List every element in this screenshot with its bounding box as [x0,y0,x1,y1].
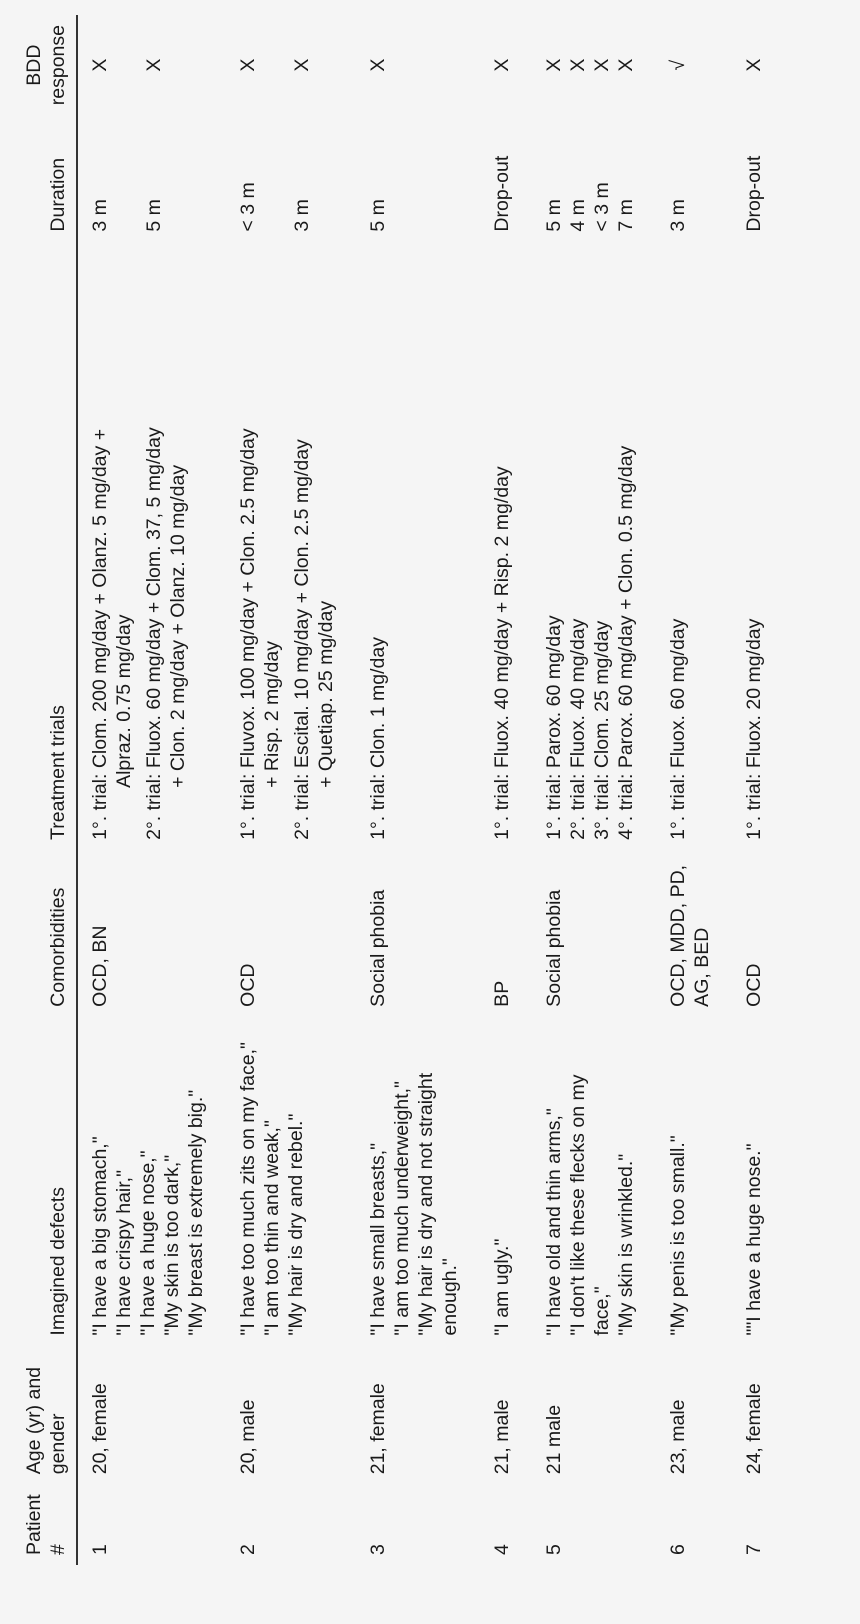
bdd-response-mark: X [291,58,313,72]
duration-value: < 3 m [237,182,259,232]
cell-treatment-trials [532,242,656,850]
header-defects: Imagined defects [22,1017,77,1346]
treatment-trial [590,252,614,840]
cell-imagined-defects [226,1017,356,1346]
treatment-trial [614,252,638,840]
cell-bdd-response [356,15,480,115]
defect-quote: "I have crispy hair," [113,1169,135,1336]
cell-duration [656,115,732,241]
cell-age-gender: 23, male [667,1399,689,1475]
bdd-response-mark: X [367,58,389,72]
trial-main-text: 3°. trial: Clom. 25 mg/day [591,620,613,840]
cell-age-gender: 21, male [491,1399,513,1475]
cell-patient: 5 [543,1544,565,1555]
cell-treatment-trials [480,242,532,850]
defect-quote: "I have a big stomach," [89,1136,111,1336]
header-comorbidities: Comorbidities [22,850,77,1017]
cell-bdd-response [480,15,532,115]
header-bdd-line2: response [47,25,69,106]
cell-patient: 6 [667,1544,689,1555]
duration-value: < 3 m [591,182,613,232]
trial-main-text: 4°. trial: Parox. 60 mg/day + Clon. 0.5 mg/day [615,445,637,840]
cell-treatment-trials [732,242,784,850]
bdd-response-mark: X [89,58,111,72]
trial-continuation-text: + Clon. 2 mg/day + Olanz. 10 mg/day [167,464,189,788]
patient-table [22,15,784,1565]
cell-duration [480,115,532,241]
bdd-response-mark: X [543,58,565,72]
cell-patient: 2 [237,1544,259,1555]
bdd-response-mark: X [615,58,637,72]
defect-quote: "My hair is dry and not straight enough." [415,1072,461,1336]
duration-value: Drop-out [743,155,765,232]
defect-quote: "I am ugly." [491,1238,513,1336]
treatment-trial [88,252,136,840]
trial-main-text: 1°. trial: Fluox. 20 mg/day [743,618,765,840]
cell-bdd-response [656,15,732,115]
duration-value: Drop-out [491,155,513,232]
treatment-trial [742,252,766,840]
cell-age-gender: 24, female [743,1383,765,1475]
defect-quote: "I have too much zits on my face," [237,1042,259,1336]
trial-main-text: 1°. trial: Parox. 60 mg/day [543,615,565,840]
cell-comorbidities: OCD, MDD, PD, AG, BED [667,864,713,1007]
bdd-response-mark: √ [667,59,689,71]
cell-duration [226,115,356,241]
cell-comorbidities: OCD [237,963,259,1007]
table-row [356,15,480,1565]
cell-comorbidities: Social phobia [543,889,565,1007]
table-row [480,15,532,1565]
cell-comorbidities: OCD, BN [89,925,111,1007]
bdd-response-mark: X [491,58,513,72]
cell-patient: 1 [89,1544,111,1555]
cell-age-gender: 20, female [89,1383,111,1475]
cell-imagined-defects [732,1017,784,1346]
duration-value: 3 m [667,199,689,232]
duration-value: 5 m [543,199,565,232]
trial-main-text: 2°. trial: Fluox. 60 mg/day + Clom. 37, 5 mg/day [143,427,165,840]
defect-quote: "I am too much underweight," [391,1081,413,1336]
defect-quote: "I am too thin and weak," [261,1120,283,1336]
trial-continuation-text: + Risp. 2 mg/day [261,641,283,788]
header-treatment: Treatment trials [22,242,77,850]
cell-bdd-response [532,15,656,115]
duration-value: 3 m [89,199,111,232]
bdd-response-mark: X [591,58,613,72]
defect-quote: "My hair is dry and rebel." [285,1113,307,1336]
treatment-trial [236,252,284,840]
treatment-trial [290,252,338,840]
trial-main-text: 2°. trial: Fluox. 40 mg/day [567,618,589,840]
defect-quote: "I have a huge nose," [137,1150,159,1336]
table-row [532,15,656,1565]
cell-treatment-trials [356,242,480,850]
cell-bdd-response [226,15,356,115]
header-patient-line1: Patient [23,1494,45,1555]
duration-value: 5 m [367,199,389,232]
trial-continuation-text: Alpraz. 0.75 mg/day [113,614,135,788]
cell-treatment-trials [656,242,732,850]
table-row [77,15,226,1565]
cell-duration [77,115,226,241]
trial-continuation-text: + Quetiap. 25 mg/day [315,600,337,788]
cell-treatment-trials [226,242,356,850]
header-age-line2: gender [47,1413,69,1475]
header-patient-line2: # [47,1544,69,1555]
cell-comorbidities: Social phobia [367,889,389,1007]
cell-patient: 4 [491,1544,513,1555]
header-age [22,1346,77,1485]
cell-bdd-response [77,15,226,115]
cell-duration [532,115,656,241]
bdd-response-mark: X [237,58,259,72]
bdd-response-mark: X [567,58,589,72]
table-body [77,15,784,1565]
treatment-trial [490,252,514,840]
header-age-line1: Age (yr) and [23,1366,45,1475]
defect-quote: "My penis is too small." [667,1135,689,1336]
trial-main-text: 1°. trial: Fluvox. 100 mg/day + Clon. 2.5 mg/day [237,428,259,840]
cell-imagined-defects [77,1017,226,1346]
cell-comorbidities: BP [491,980,513,1007]
duration-value: 4 m [567,199,589,232]
trial-main-text: 1°. trial: Fluox. 60 mg/day [667,618,689,840]
cell-age-gender: 21 male [543,1404,565,1475]
bdd-response-mark: X [143,58,165,72]
cell-imagined-defects [656,1017,732,1346]
header-bdd-line1: BDD [23,44,45,86]
header-row [22,15,77,1565]
bdd-response-mark: X [743,58,765,72]
cell-duration [732,115,784,241]
trial-main-text: 1°. trial: Clom. 200 mg/day + Olanz. 5 mg/day + [89,428,111,840]
treatment-trial [666,252,690,840]
table-row [656,15,732,1565]
header-bdd [22,15,77,115]
defect-quote: "I don't like these flecks on my face," [567,1074,613,1336]
defect-quote: "I have small breasts," [367,1142,389,1336]
cell-imagined-defects [356,1017,480,1346]
duration-value: 3 m [291,199,313,232]
defect-quote: "My skin is too dark," [161,1154,183,1336]
table-row [226,15,356,1565]
cell-age-gender: 20, male [237,1399,259,1475]
cell-age-gender: 21, female [367,1383,389,1475]
cell-comorbidities: OCD [743,963,765,1007]
cell-patient: 3 [367,1544,389,1555]
treatment-trial [542,252,566,840]
duration-value: 7 m [615,199,637,232]
trial-main-text: 1°. trial: Clon. 1 mg/day [367,637,389,840]
defect-quote: "My skin is wrinkled." [615,1153,637,1336]
cell-treatment-trials [77,242,226,850]
treatment-trial [142,252,190,840]
cell-bdd-response [732,15,784,115]
defect-quote: ""I have a huge nose." [743,1143,765,1336]
trial-main-text: 1°. trial: Fluox. 40 mg/day + Risp. 2 mg/day [491,466,513,840]
header-patient [22,1484,77,1565]
duration-value: 5 m [143,199,165,232]
defect-quote: "I have old and thin arms," [543,1108,565,1336]
treatment-trial [566,252,590,840]
trial-main-text: 2°. trial: Escital. 10 mg/day + Clon. 2.5 mg/day [291,439,313,840]
header-duration: Duration [22,115,77,241]
cell-patient: 7 [743,1544,765,1555]
table-row [732,15,784,1565]
cell-imagined-defects [480,1017,532,1346]
cell-imagined-defects [532,1017,656,1346]
rotated-table-container [22,0,860,1565]
cell-duration [356,115,480,241]
treatment-trial [366,252,390,840]
defect-quote: "My breast is extremely big." [185,1089,207,1336]
